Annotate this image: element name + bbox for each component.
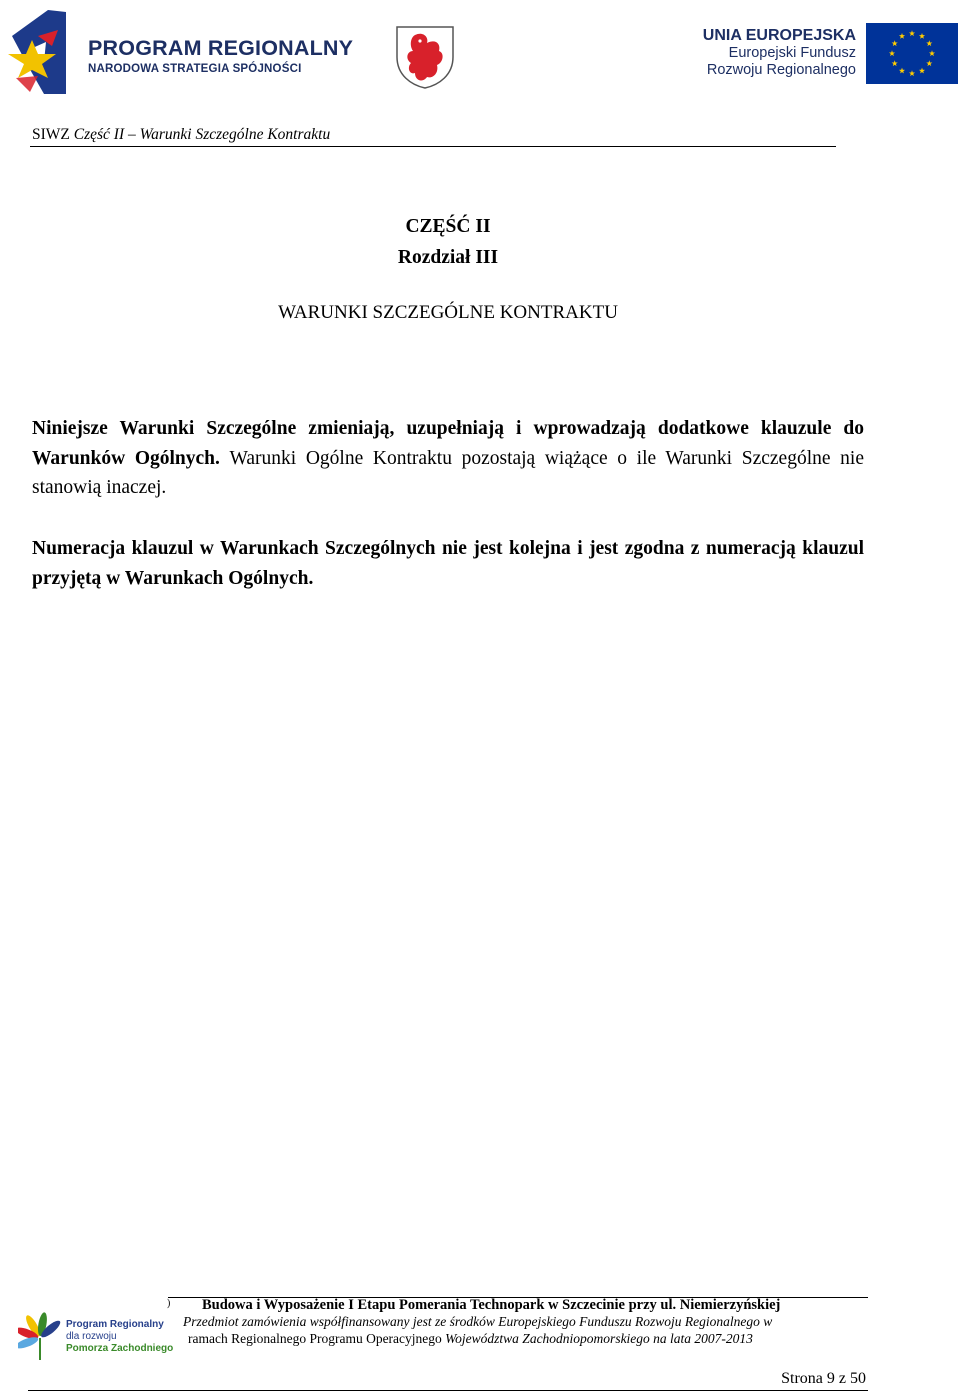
program-subtitle: NARODOWA STRATEGIA SPÓJNOŚCI: [88, 63, 302, 75]
running-header: [32, 126, 330, 144]
footer-logo-line-2: dla rozwoju: [66, 1331, 117, 1342]
footer-program-line: [188, 1331, 753, 1347]
footer-mark: ): [167, 1298, 171, 1309]
program-title: PROGRAM REGIONALNY: [88, 36, 354, 60]
running-header-section: Część II – Warunki Szczególne Kontraktu: [73, 126, 331, 143]
document-title: WARUNKI SZCZEGÓLNE KONTRAKTU: [278, 302, 618, 323]
intro-paragraph-lead: Niniejsze Warunki Szczególne zmieniają, uzupełniają i wprowadzają dodatkowe klauzule do Warunków Ogólnych.: [32, 418, 864, 469]
intro-paragraph: [32, 414, 864, 503]
eu-title: UNIA EUROPEJSKA: [702, 27, 856, 44]
footer-logo-text: [66, 1319, 173, 1355]
footer-program-italic: Województwa Zachodniopomorskiego na lata 2007-2013: [445, 1331, 753, 1346]
footer-logo-line-3: Pomorza Zachodniego: [66, 1343, 174, 1354]
eu-flag-icon: [866, 23, 958, 84]
griffin-crest-icon: [393, 23, 457, 89]
header-rule: [30, 146, 836, 147]
footer-rule-bottom: [28, 1390, 868, 1391]
intro-paragraph-rest: Warunki Ogólne Kontraktu pozostają wiążące o ile Warunki Szczególne nie stanowią inaczej.: [32, 447, 864, 498]
chapter-title: Rozdział III: [397, 247, 499, 268]
part-title: CZĘŚĆ II: [405, 216, 491, 237]
eu-line-2: Rozwoju Regionalnego: [706, 62, 856, 78]
eu-line-1: Europejski Fundusz: [728, 45, 856, 61]
footer-program-plain: ramach Regionalnego Programu Operacyjnego: [188, 1331, 442, 1346]
footer-logo-line-1: Program Regionalny: [66, 1319, 164, 1330]
numbering-paragraph: Numeracja klauzul w Warunkach Szczególnych nie jest kolejna i jest zgodna z numeracją klauzul przyjętą w Warunkach Ogólnych.: [32, 538, 864, 589]
page-number: Strona 9 z 50: [781, 1370, 866, 1387]
footer-funding-line: Przedmiot zamówienia współfinansowany jest ze środków Europejskiego Funduszu Rozwoju Regionalnego w: [183, 1314, 773, 1329]
eu-fund-label: [703, 27, 856, 79]
running-header-doc: SIWZ: [32, 126, 70, 143]
footer-project-title: Budowa i Wyposażenie I Etapu Pomerania Technopark w Szczecinie przy ul. Niemierzyńskiej: [202, 1297, 781, 1313]
